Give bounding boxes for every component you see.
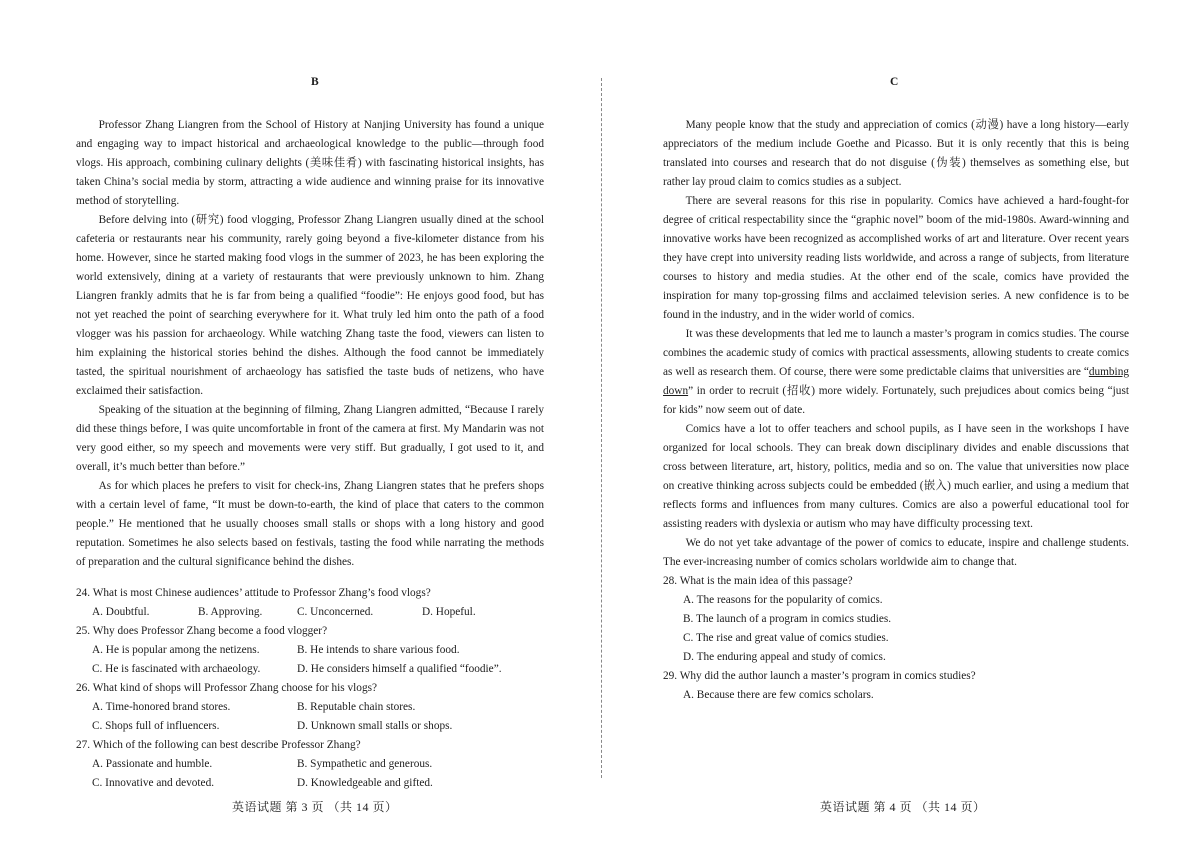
option: A. Doubtful. [92, 606, 150, 618]
option: B. He intends to share various food. [297, 644, 460, 656]
option: D. Hopeful. [422, 606, 476, 618]
underlined-phrase: dumbing down [663, 366, 1129, 397]
paragraph [663, 325, 1129, 420]
option: C. Unconcerned. [297, 606, 374, 618]
option: A. Because there are few comics scholars. [683, 689, 874, 701]
section-letter: B [311, 76, 319, 88]
passage-c [663, 116, 1129, 705]
option: A. Passionate and humble. [92, 758, 213, 770]
option: B. Reputable chain stores. [297, 701, 416, 713]
question-stem: 26. What kind of shops will Professor Zhang choose for his vlogs? [76, 682, 378, 694]
paragraph: Comics have a lot to offer teachers and school pupils, as I have seen in the workshops I have organized for local schools. They can break down disciplinary divides and enable discussions that cross between literature, art, history, politics, media and so on. The value that universities now place on creative thinking across subjects could be embedded (嵌入) much earlier, and using a medium that reflects forms and influences from many cultures. Comics are also a powerful educational tool for assisting readers with dyslexia or autism who may have difficulty processing text. [663, 423, 1129, 530]
paragraph: Before delving into (研究) food vlogging, Professor Zhang Liangren usually dined at the school cafeteria or restaurants near his community, rarely going beyond a five-kilometer distance from his home. However, since he started making food vlogs in the summer of 2023, he has been exploring the world extensively, dining at a variety of restaurants that were previously unknown to him. Zhang Liangren frankly admits that he is far from being a qualified “foodie”: He enjoys good food, but has not yet reached the point of searching everywhere for it. What truly led him onto the path of a food vlogger was his passion for archaeology. While watching Zhang taste the food, viewers can listen to him explaining the historical stories behind the dishes. Although the food cannot be immediately tasted, the spiritual nourishment of archaeology has satisfied the taste buds of netizens, who have exclaimed their satisfaction. [76, 214, 544, 397]
question-stem: 25. Why does Professor Zhang become a food vlogger? [76, 625, 328, 637]
option: B. Approving. [198, 606, 263, 618]
paragraph: We do not yet take advantage of the power of comics to educate, inspire and challenge students. The ever-increasing number of comics scholars worldwide aim to change that. [663, 537, 1129, 568]
question-29 [663, 667, 1129, 705]
option: D. The enduring appeal and study of comics. [683, 651, 886, 663]
option-list [76, 755, 544, 793]
question-24 [76, 584, 544, 622]
option: B. Sympathetic and generous. [297, 758, 433, 770]
question-stem: 29. Why did the author launch a master’s program in comics studies? [663, 670, 976, 682]
option: D. He considers himself a qualified “foodie”. [297, 663, 502, 675]
question-25 [76, 622, 544, 679]
paragraph: Speaking of the situation at the beginning of filming, Zhang Liangren admitted, “Because I rarely did these things before, I was quite uncomfortable in front of the camera at first. My Mandarin was not very good either, so my speech and movements were very stiff. But gradually, I got used to it, and overall, it’s much better than before.” [76, 404, 544, 473]
option: C. He is fascinated with archaeology. [92, 663, 261, 675]
option-list [76, 698, 544, 736]
option-list [663, 686, 1129, 705]
text-run: It was these developments that led me to launch a master’s program in comics studies. The course combines the academic study of comics with practical assessments, allowing students to create comics as well as research them. Of course, there were some predictable claims that universities are “ [663, 328, 1129, 378]
option: C. The rise and great value of comics studies. [683, 632, 889, 644]
option: B. The launch of a program in comics studies. [683, 613, 892, 625]
page-footer: 英语试题 第 4 页 （共 14 页） [820, 800, 986, 814]
option-list [76, 641, 544, 679]
page-footer: 英语试题 第 3 页 （共 14 页） [232, 800, 398, 814]
option: A. The reasons for the popularity of comics. [683, 594, 883, 606]
option: A. He is popular among the netizens. [92, 644, 260, 656]
right-page [604, 0, 1200, 849]
option: D. Knowledgeable and gifted. [297, 777, 433, 789]
text-run: ” in order to recruit (招收) more widely. Fortunately, such prejudices about comics being “just for kids” now seem out of date. [663, 385, 1129, 416]
question-26 [76, 679, 544, 736]
option: C. Shops full of influencers. [92, 720, 220, 732]
option-list [663, 591, 1129, 667]
option: D. Unknown small stalls or shops. [297, 720, 453, 732]
question-stem: 28. What is the main idea of this passage? [663, 575, 853, 587]
paragraph: Many people know that the study and appreciation of comics (动漫) have a long history—early appreciators of the medium include Goethe and Picasso. But it is only recently that this is being translated into courses and research that do not disguise (伪装) themselves as something else, but rather lay proud claim to comics studies as a subject. [663, 119, 1129, 188]
question-28 [663, 572, 1129, 667]
paragraph: There are several reasons for this rise in popularity. Comics have achieved a hard-fought-for degree of critical respectability since the “graphic novel” boom of the mid-1980s. Award-winning and innovative works have been recognized as accomplished works of art and literature. Over recent years they have crept into university reading lists worldwide, and across a range of subjects, from literature courses to history and media studies. At the other end of the scale, comics have provided the inspiration for many top-grossing films and acclaimed television series. A new confidence is to be found in the industry, and in the wider world of comics. [663, 195, 1129, 321]
question-27 [76, 736, 544, 793]
option-list [76, 603, 544, 622]
question-stem: 24. What is most Chinese audiences’ attitude to Professor Zhang’s food vlogs? [76, 587, 431, 599]
passage-b [76, 116, 544, 793]
paragraph: Professor Zhang Liangren from the School of History at Nanjing University has found a unique and engaging way to impact historical and archaeological knowledge to the public—through food vlogs. His approach, combining culinary delights (美味佳肴) with fascinating historical insights, has taken China’s social media by storm, attracting a wide audience and winning praise for its innovative method of storytelling. [76, 119, 544, 207]
paragraph: As for which places he prefers to visit for check-ins, Zhang Liangren states that he prefers shops with a certain level of fame, “It must be down-to-earth, the kind of place that caters to the common people.” He mentioned that he usually chooses small stalls or shops with a long history and good reputation. Sometimes he also selects based on festivals, tasting the food while narrating the methods of preparation and the cultural significance behind the dishes. [76, 480, 544, 568]
option: A. Time-honored brand stores. [92, 701, 231, 713]
question-stem: 27. Which of the following can best describe Professor Zhang? [76, 739, 361, 751]
section-letter: C [890, 76, 899, 88]
option: C. Innovative and devoted. [92, 777, 215, 789]
